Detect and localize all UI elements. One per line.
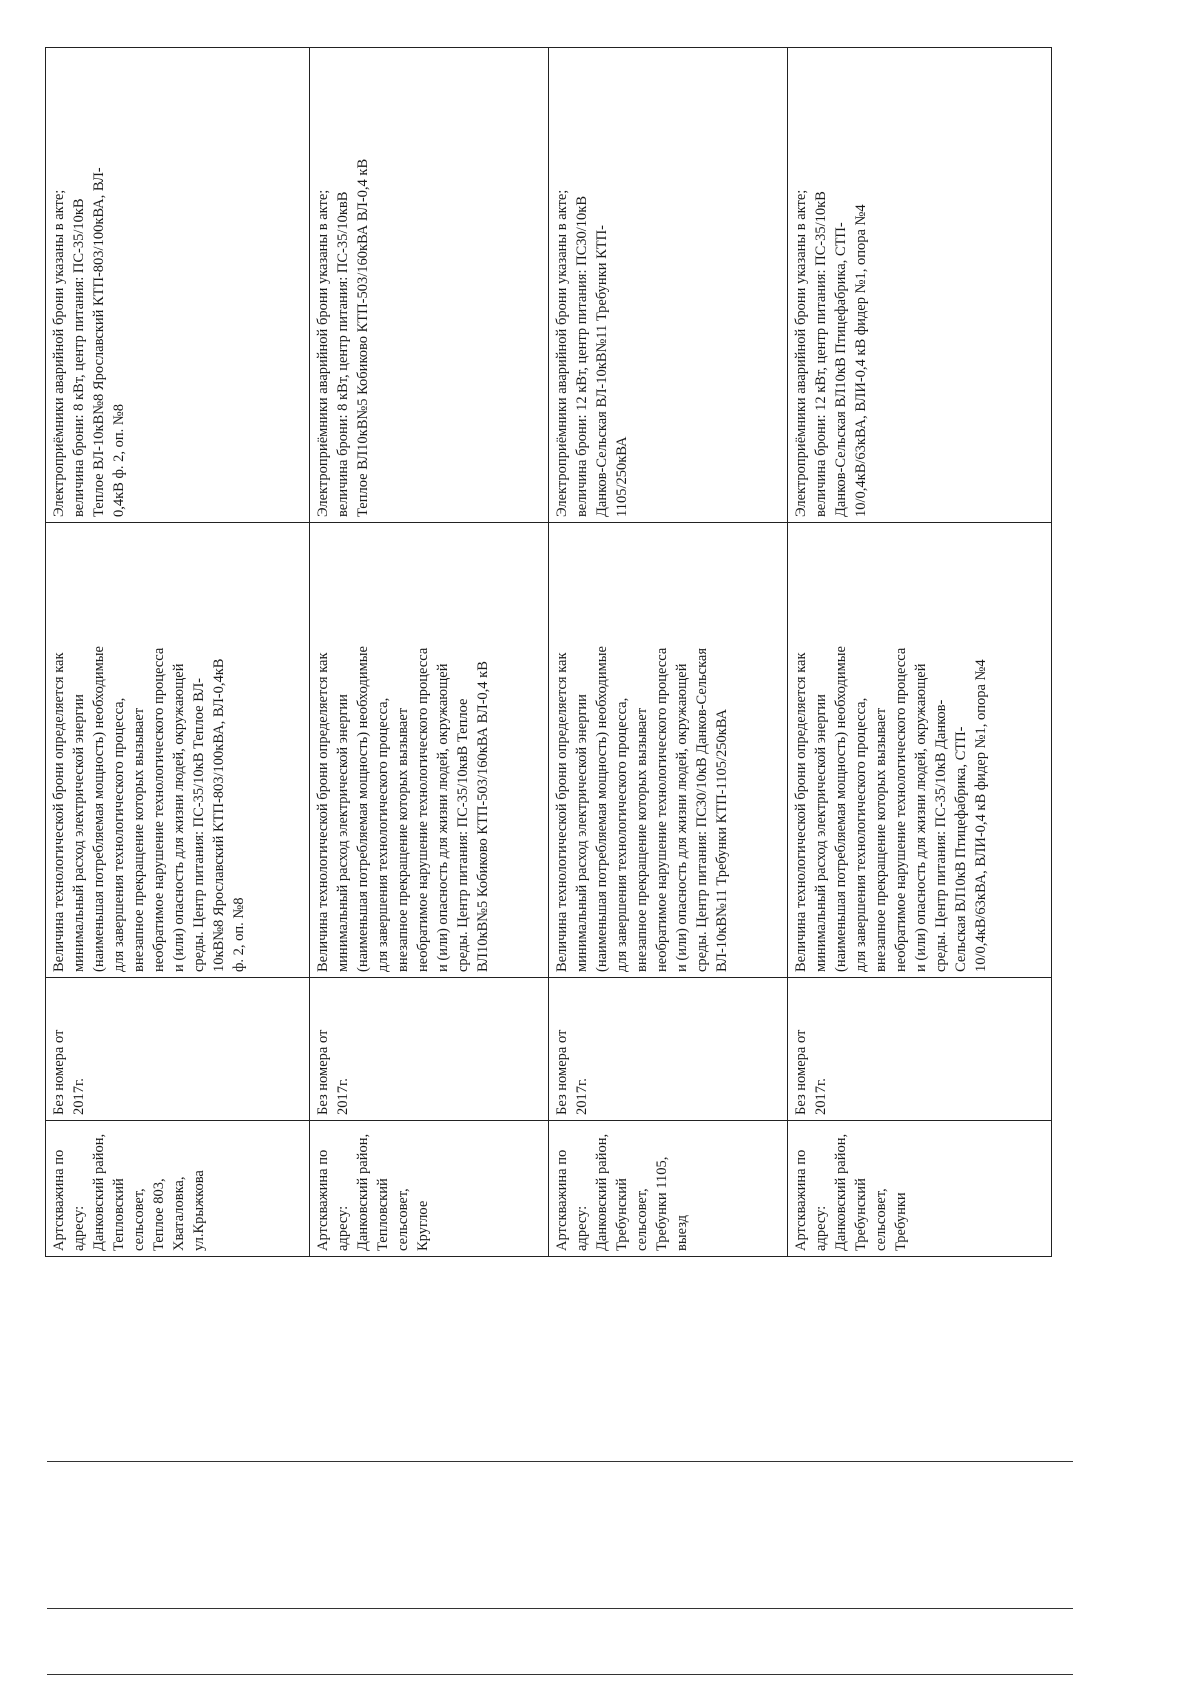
table-row — [548, 48, 787, 1257]
document-cell: Без номера от 2017г. — [46, 978, 310, 1121]
reserve-cell: Электроприёмники аварийной брони указаны в акте; величина брони: 12 кВт, центр питания: ПС-35/10кВ Данков-Сельская ВЛ10кВ Птицефабрика, СТП- 10/0,4кВ/63кВА, ВЛИ-0,4 кВ фидер №1, опора №4 — [787, 48, 1051, 523]
table-row — [46, 48, 310, 1257]
description-cell: Величина технологической брони определяется как минимальный расход электрической энергии (наименьшая потребляемая мощность) необходимые для завершения технологического процесса, внезапное прекращение которых вызывает необратимое нарушение технологического процесса и (или) опасность для жизни людей, окружающей среды. Центр питания: ПС-35/10кВ Теплое ВЛ- 10кВ№8 Ярославский КТП-803/100кВА, ВЛ-0,4кВ ф. 2, оп. №8 — [46, 523, 310, 978]
description-cell: Величина технологической брони определяется как минимальный расход электрической энергии (наименьшая потребляемая мощность) необходимые для завершения технологического процесса, внезапное прекращение которых вызывает необратимое нарушение технологического процесса и (или) опасность для жизни людей, окружающей среды. Центр питания: ПС-35/10квВ Теплое ВЛ10кВ№5 Кобиково КТП-503/160кВА ВЛ-0,4 кВ — [310, 523, 549, 978]
table-row — [787, 48, 1051, 1257]
rotated-table-sheet — [45, 47, 1052, 1257]
address-cell: Артскважина по адресу: Данковский район, Требунский сельсовет, Требунки 1105, выезд — [548, 1121, 787, 1257]
table-row — [310, 48, 549, 1257]
address-cell: Артскважина по адресу: Данковский район, Тепловский сельсовет, Круглое — [310, 1121, 549, 1257]
address-cell: Артскважина по адресу: Данковский район, Требунский сельсовет, Требунки — [787, 1121, 1051, 1257]
address-cell: Артскважина по адресу: Данковский район, Тепловский сельсовет, Теплое 803, Хваталовка, ул.Крыжкова — [46, 1121, 310, 1257]
horizontal-rule — [47, 1608, 1073, 1609]
reserve-cell: Электроприёмники аварийной брони указаны в акте; величина брони: 8 кВт, центр питания: ПС-35/10квВ Теплое ВЛ10кВ№5 Кобиково КТП-503/160кВА ВЛ-0,4 кВ — [310, 48, 549, 523]
document-cell: Без номера от 2017г. — [548, 978, 787, 1121]
reserve-cell: Электроприёмники аварийной брони указаны в акте; величина брони: 8 кВт, центр питания: ПС-35/10кВ Теплое ВЛ-10кВ№8 Ярославский КТП-803/100кВА, ВЛ- 0,4кВ ф. 2, оп. №8 — [46, 48, 310, 523]
rotated-table-frame — [45, 47, 1052, 1257]
document-cell: Без номера от 2017г. — [787, 978, 1051, 1121]
horizontal-rule — [47, 1461, 1073, 1462]
reserve-cell: Электроприёмники аварийной брони указаны в акте; величина брони: 12 кВт, центр питания: ПС30/10кВ Данков-Сельская ВЛ-10кВ№11 Требунки КТП- 1105/250кВА — [548, 48, 787, 523]
document-cell: Без номера от 2017г. — [310, 978, 549, 1121]
description-cell: Величина технологической брони определяется как минимальный расход электрической энергии (наименьшая потребляемая мощность) необходимые для завершения технологического процесса, внезапное прекращение которых вызывает необратимое нарушение технологического процесса и (или) опасность для жизни людей, окружающей среды. Центр питания: ПС-35/10кВ Данков- Сельская ВЛ10кВ Птицефабрика, СТП- 10/0,4кВ/63кВА, ВЛИ-0,4 кВ фидер №1, опора №4 — [787, 523, 1051, 978]
horizontal-rule — [47, 1674, 1073, 1675]
description-cell: Величина технологической брони определяется как минимальный расход электрической энергии (наименьшая потребляемая мощность) необходимые для завершения технологического процесса, внезапное прекращение которых вызывает необратимое нарушение технологического процесса и (или) опасность для жизни людей, окружающей среды. Центр питания: ПС30/10кВ Данков-Сельская ВЛ-10кВ№11 Требунки КТП-1105/250кВА — [548, 523, 787, 978]
reserve-table — [45, 47, 1052, 1257]
